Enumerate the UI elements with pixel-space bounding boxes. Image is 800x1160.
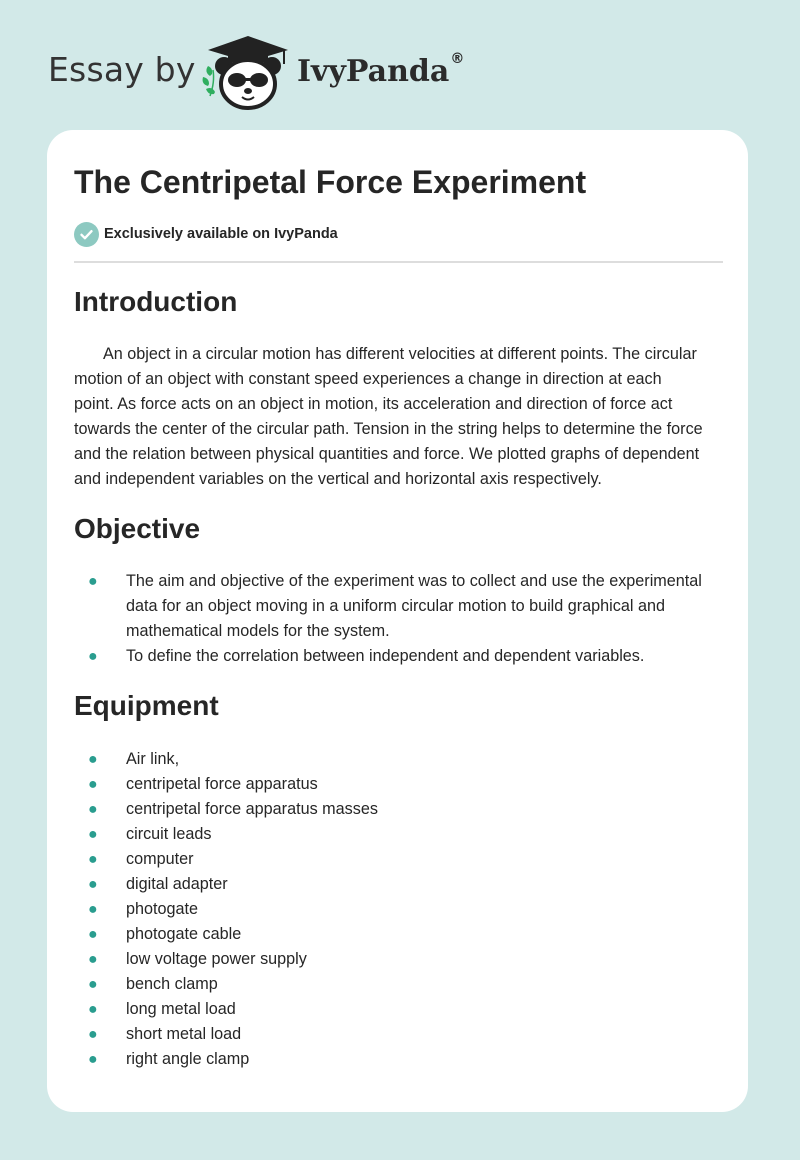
list-item-line: mathematical models for the system. <box>126 622 390 640</box>
essay-card <box>47 130 748 1112</box>
list-item: ● digital adapter <box>74 872 723 897</box>
list-item: ● computer <box>74 847 723 872</box>
bullet-icon: ● <box>88 926 98 943</box>
paragraph-line: An object in a circular motion has different velocities at different points. The circular <box>103 345 697 363</box>
list-item: ● long metal load <box>74 997 723 1022</box>
equipment-list <box>74 747 723 1072</box>
list-item: ● centripetal force apparatus masses <box>74 797 723 822</box>
objective-list <box>74 569 723 669</box>
list-item: ● centripetal force apparatus <box>74 772 723 797</box>
registered-mark: ® <box>450 51 465 67</box>
list-item-line: To define the correlation between independent and dependent variables. <box>126 647 645 665</box>
paragraph-line: and the relation between physical quantities and force. We plotted graphs of dependent <box>74 445 700 463</box>
bullet-icon: ● <box>88 951 98 968</box>
bullet-icon: ● <box>88 826 98 843</box>
introduction-paragraph <box>74 342 723 492</box>
paragraph-line: and independent variables on the vertical and horizontal axis respectively. <box>74 470 602 488</box>
divider <box>74 261 723 263</box>
check-circle-icon <box>74 222 99 247</box>
list-item: ● bench clamp <box>74 972 723 997</box>
bullet-icon: ● <box>88 648 98 665</box>
list-item <box>74 644 723 669</box>
page-title: The Centripetal Force Experiment <box>74 164 587 200</box>
list-item-line: data for an object moving in a uniform circular motion to build graphical and <box>126 597 665 615</box>
bullet-icon: ● <box>88 876 98 893</box>
list-item: ● photogate <box>74 897 723 922</box>
paragraph-line: point. As force acts on an object in motion, its acceleration and direction of force act <box>74 395 673 413</box>
list-item: ● right angle clamp <box>74 1047 723 1072</box>
brand-name: IvyPanda® <box>297 51 465 89</box>
paragraph-line: towards the center of the circular path. Tension in the string helps to determine the force <box>74 420 703 438</box>
list-item: ● low voltage power supply <box>74 947 723 972</box>
bullet-icon: ● <box>88 573 98 590</box>
bullet-icon: ● <box>88 901 98 918</box>
section-heading-objective: Objective <box>74 513 201 544</box>
list-item: ● circuit leads <box>74 822 723 847</box>
paragraph-line: motion of an object with constant speed experiences a change in direction at each <box>74 370 662 388</box>
bullet-icon: ● <box>88 751 98 768</box>
site-header <box>0 0 800 125</box>
list-item-line: The aim and objective of the experiment was to collect and use the experimental <box>126 572 702 590</box>
section-heading-equipment: Equipment <box>74 690 219 721</box>
list-item: ● short metal load <box>74 1022 723 1047</box>
bullet-icon: ● <box>88 976 98 993</box>
bullet-icon: ● <box>88 851 98 868</box>
list-item <box>74 569 723 644</box>
list-item: ● photogate cable <box>74 922 723 947</box>
bullet-icon: ● <box>88 776 98 793</box>
bullet-icon: ● <box>88 1026 98 1043</box>
list-item: ● Air link, <box>74 747 723 772</box>
bullet-icon: ● <box>88 1051 98 1068</box>
panda-graduate-icon <box>200 34 296 110</box>
bullet-icon: ● <box>88 1001 98 1018</box>
essay-by-label: Essay by <box>48 50 196 89</box>
bullet-icon: ● <box>88 801 98 818</box>
section-heading-introduction: Introduction <box>74 286 238 317</box>
exclusive-badge <box>74 221 338 247</box>
exclusive-badge-label: Exclusively available on IvyPanda <box>104 226 338 242</box>
